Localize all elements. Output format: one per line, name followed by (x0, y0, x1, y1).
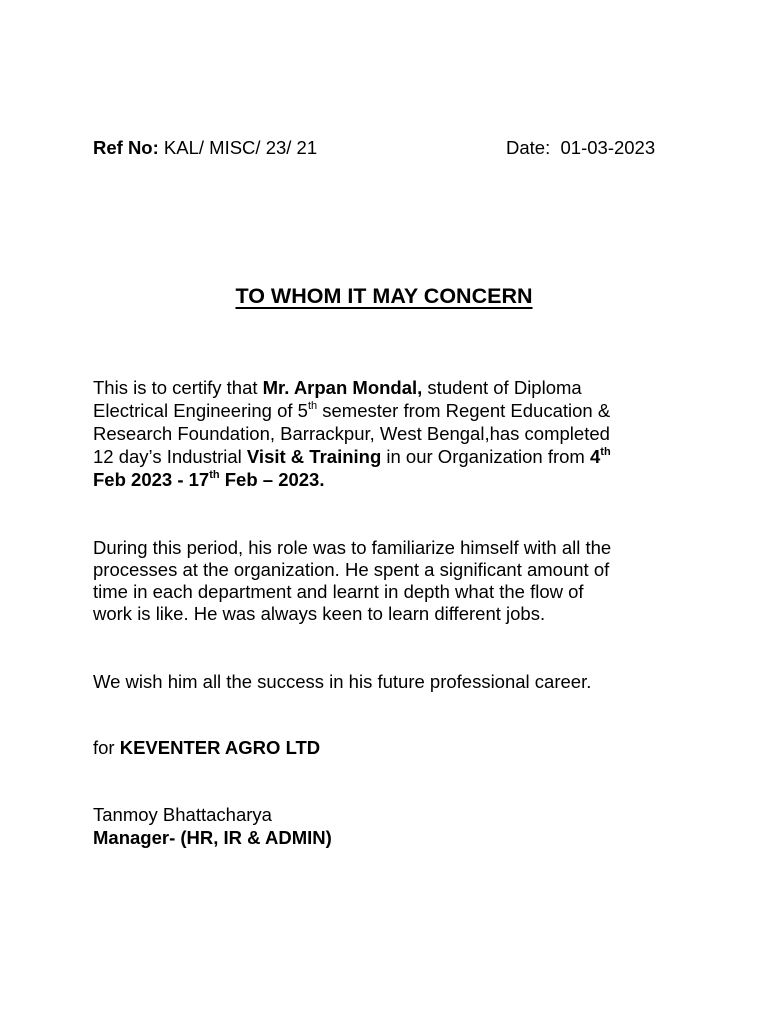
company-name: KEVENTER AGRO LTD (119, 737, 321, 758)
paragraph2-line2: processes at the organization. He spent a significant amount of (93, 559, 610, 580)
superscript (600, 446, 610, 458)
paragraph1-line3: Research Foundation, Barrackpur, West Bengal,has completed (93, 423, 610, 444)
signatory-designation: Manager- (HR, IR & ADMIN) (93, 827, 332, 848)
company-line (93, 737, 320, 759)
paragraph2-line1: During this period, his role was to familiarize himself with all the (93, 537, 612, 558)
superscript: th (307, 400, 318, 412)
end-day-suffix: th (209, 469, 220, 481)
paragraph1-line1 (93, 377, 582, 399)
date-label: Date: (506, 137, 551, 158)
closing-wish: We wish him all the success in his future professional career. (93, 671, 592, 692)
paragraph2-line4: work is like. He was always keen to learn different jobs. (93, 603, 546, 624)
text: semester from Regent Education & (317, 400, 611, 421)
document-date (506, 137, 655, 159)
ref-number (93, 137, 317, 159)
text: in our Organization from (381, 446, 590, 467)
ref-label: Ref No: (93, 137, 159, 158)
start-day-suffix: th (600, 446, 611, 458)
paragraph1-line5 (93, 469, 325, 491)
page-title: TO WHOM IT MAY CONCERN (235, 284, 533, 308)
text: Electrical Engineering of 5 (93, 400, 308, 421)
paragraph1-line4 (93, 446, 611, 468)
company-prefix: for (93, 737, 120, 758)
superscript (209, 469, 219, 481)
paragraph1-line2 (93, 400, 610, 422)
text: 12 day’s Industrial (93, 446, 247, 467)
text: student of Diploma (422, 377, 582, 398)
date-range-end: Feb – 2023. (219, 469, 325, 490)
date-range-start: Feb 2023 - 17 (93, 469, 210, 490)
ref-value: KAL/ MISC/ 23/ 21 (158, 137, 318, 158)
paragraph2-line3: time in each department and learnt in depth what the flow of (93, 581, 584, 602)
date-value: 01-03-2023 (550, 137, 656, 158)
text: This is to certify that (93, 377, 263, 398)
visit-training: Visit & Training (246, 446, 382, 467)
start-day: 4 (589, 446, 601, 467)
signatory-name: Tanmoy Bhattacharya (93, 804, 272, 825)
student-name: Mr. Arpan Mondal, (262, 377, 423, 398)
